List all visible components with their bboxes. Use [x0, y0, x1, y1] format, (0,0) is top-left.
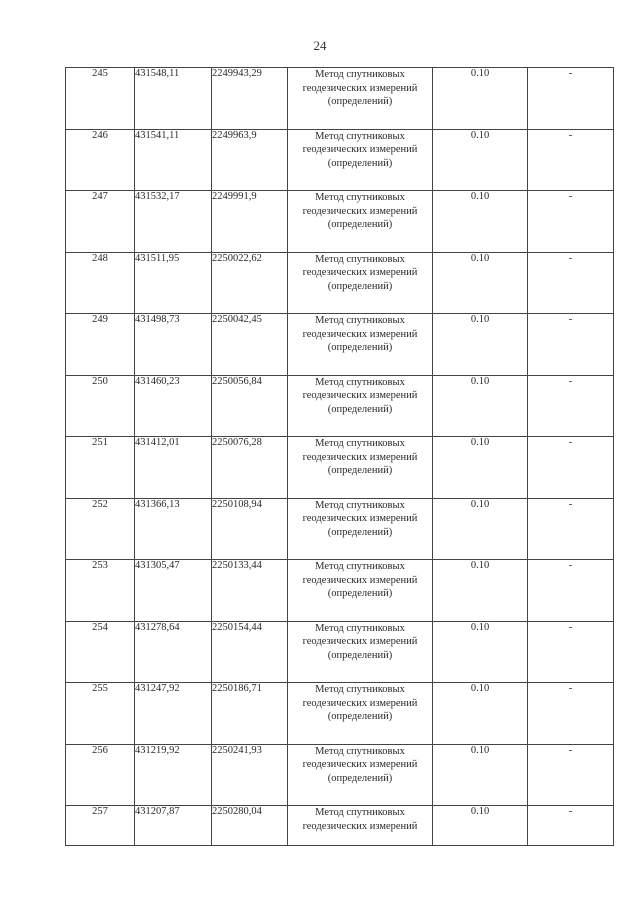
method-line: (определений) [327, 96, 393, 107]
accuracy-cell: 0.10 [433, 314, 528, 376]
point-number-cell: 254 [66, 621, 135, 683]
y-coordinate-cell: 2250154,44 [212, 621, 288, 683]
accuracy-cell: 0.10 [433, 129, 528, 191]
method-cell [288, 314, 433, 376]
description-cell: - [528, 191, 614, 253]
method-line: (определений) [327, 219, 393, 230]
table-row [66, 806, 614, 846]
x-coordinate-cell: 431548,11 [135, 68, 212, 130]
table-row [66, 621, 614, 683]
method-cell [288, 498, 433, 560]
point-number-cell: 252 [66, 498, 135, 560]
accuracy-cell: 0.10 [433, 560, 528, 622]
table-row [66, 252, 614, 314]
description-cell: - [528, 560, 614, 622]
accuracy-cell: 0.10 [433, 498, 528, 560]
table-row [66, 683, 614, 745]
method-line: геодезических измерений [302, 513, 418, 524]
method-cell [288, 621, 433, 683]
description-cell: - [528, 375, 614, 437]
accuracy-cell: 0.10 [433, 744, 528, 806]
method-line: Метод спутниковых [315, 69, 405, 80]
method-line: Метод спутниковых [315, 376, 405, 388]
accuracy-cell: 0.10 [433, 806, 528, 846]
description-cell: - [528, 498, 614, 560]
y-coordinate-cell: 2250056,84 [212, 375, 288, 437]
method-cell [288, 437, 433, 499]
y-coordinate-cell: 2250042,45 [212, 314, 288, 376]
method-cell [288, 375, 433, 437]
method-line: (определений) [327, 588, 393, 599]
method-line: Метод спутниковых [315, 684, 405, 695]
method-line: геодезических измерений [302, 574, 418, 586]
method-line: Метод спутниковых [315, 130, 405, 142]
method-line: геодезических измерений [302, 205, 418, 217]
point-number-cell: 256 [66, 744, 135, 806]
table-row [66, 437, 614, 499]
y-coordinate-cell: 2250133,44 [212, 560, 288, 622]
x-coordinate-cell: 431219,92 [135, 744, 212, 806]
y-coordinate-cell: 2249991,9 [212, 191, 288, 253]
point-number-cell: 246 [66, 129, 135, 191]
method-line: Метод спутниковых [315, 499, 405, 511]
y-coordinate-cell: 2250108,94 [212, 498, 288, 560]
method-cell [288, 252, 433, 314]
method-cell [288, 806, 433, 846]
method-line: (определений) [327, 526, 393, 538]
method-cell [288, 744, 433, 806]
method-line: геодезических измерений [302, 697, 418, 709]
method-line: геодезических измерений [302, 267, 418, 278]
x-coordinate-cell: 431412,01 [135, 437, 212, 499]
table-body [66, 68, 614, 846]
method-line: Метод спутниковых [315, 745, 405, 757]
method-cell [288, 129, 433, 191]
x-coordinate-cell: 431498,73 [135, 314, 212, 376]
point-number-cell: 245 [66, 68, 135, 130]
method-line: Метод спутниковых [315, 253, 405, 265]
accuracy-cell: 0.10 [433, 375, 528, 437]
accuracy-cell: 0.10 [433, 252, 528, 314]
x-coordinate-cell: 431460,23 [135, 375, 212, 437]
method-line: (определений) [327, 772, 393, 784]
method-line: (определений) [327, 649, 393, 661]
method-line: Метод спутниковых [315, 561, 405, 572]
coordinates-table [65, 67, 614, 846]
method-line: геодезических измерений [302, 82, 418, 94]
method-line: Метод спутниковых [315, 192, 405, 203]
method-line: геодезических измерений [302, 759, 418, 770]
y-coordinate-cell: 2249963,9 [212, 129, 288, 191]
table-row [66, 498, 614, 560]
y-coordinate-cell: 2250280,04 [212, 806, 288, 846]
point-number-cell: 255 [66, 683, 135, 745]
description-cell: - [528, 621, 614, 683]
y-coordinate-cell: 2250241,93 [212, 744, 288, 806]
description-cell: - [528, 744, 614, 806]
point-number-cell: 247 [66, 191, 135, 253]
method-line: Метод спутниковых [315, 622, 405, 634]
description-cell: - [528, 314, 614, 376]
point-number-cell: 257 [66, 806, 135, 846]
x-coordinate-cell: 431532,17 [135, 191, 212, 253]
method-line: (определений) [327, 280, 393, 292]
y-coordinate-cell: 2250022,62 [212, 252, 288, 314]
point-number-cell: 248 [66, 252, 135, 314]
table-row [66, 375, 614, 437]
table-row [66, 68, 614, 130]
method-line: Метод спутниковых [315, 315, 405, 326]
point-number-cell: 250 [66, 375, 135, 437]
table-row [66, 744, 614, 806]
accuracy-cell: 0.10 [433, 621, 528, 683]
method-line: геодезических измерений [302, 390, 418, 401]
description-cell: - [528, 683, 614, 745]
y-coordinate-cell: 2249943,29 [212, 68, 288, 130]
y-coordinate-cell: 2250186,71 [212, 683, 288, 745]
method-cell [288, 560, 433, 622]
method-line: (определений) [327, 403, 393, 415]
x-coordinate-cell: 431366,13 [135, 498, 212, 560]
y-coordinate-cell: 2250076,28 [212, 437, 288, 499]
method-line: геодезических измерений [302, 144, 418, 155]
x-coordinate-cell: 431207,87 [135, 806, 212, 846]
page-number: 24 [313, 38, 327, 53]
method-cell [288, 68, 433, 130]
method-line: Метод спутниковых [315, 807, 405, 818]
description-cell: - [528, 129, 614, 191]
method-line: (определений) [327, 465, 393, 476]
description-cell: - [528, 252, 614, 314]
x-coordinate-cell: 431247,92 [135, 683, 212, 745]
method-line: (определений) [327, 711, 393, 722]
description-cell: - [528, 806, 614, 846]
method-cell [288, 191, 433, 253]
table-row [66, 560, 614, 622]
accuracy-cell: 0.10 [433, 191, 528, 253]
method-line: геодезических измерений [302, 328, 418, 340]
x-coordinate-cell: 431511,95 [135, 252, 212, 314]
description-cell: - [528, 68, 614, 130]
method-line: (определений) [327, 157, 393, 169]
point-number-cell: 249 [66, 314, 135, 376]
method-line: геодезических измерений [302, 820, 418, 832]
table-row [66, 129, 614, 191]
method-line: (определений) [327, 342, 393, 353]
point-number-cell: 251 [66, 437, 135, 499]
accuracy-cell: 0.10 [433, 437, 528, 499]
table-row [66, 191, 614, 253]
accuracy-cell: 0.10 [433, 68, 528, 130]
x-coordinate-cell: 431541,11 [135, 129, 212, 191]
table-row [66, 314, 614, 376]
point-number-cell: 253 [66, 560, 135, 622]
method-line: Метод спутниковых [315, 438, 405, 449]
method-cell [288, 683, 433, 745]
accuracy-cell: 0.10 [433, 683, 528, 745]
x-coordinate-cell: 431305,47 [135, 560, 212, 622]
description-cell: - [528, 437, 614, 499]
method-line: геодезических измерений [302, 451, 418, 463]
x-coordinate-cell: 431278,64 [135, 621, 212, 683]
method-line: геодезических измерений [302, 636, 418, 647]
